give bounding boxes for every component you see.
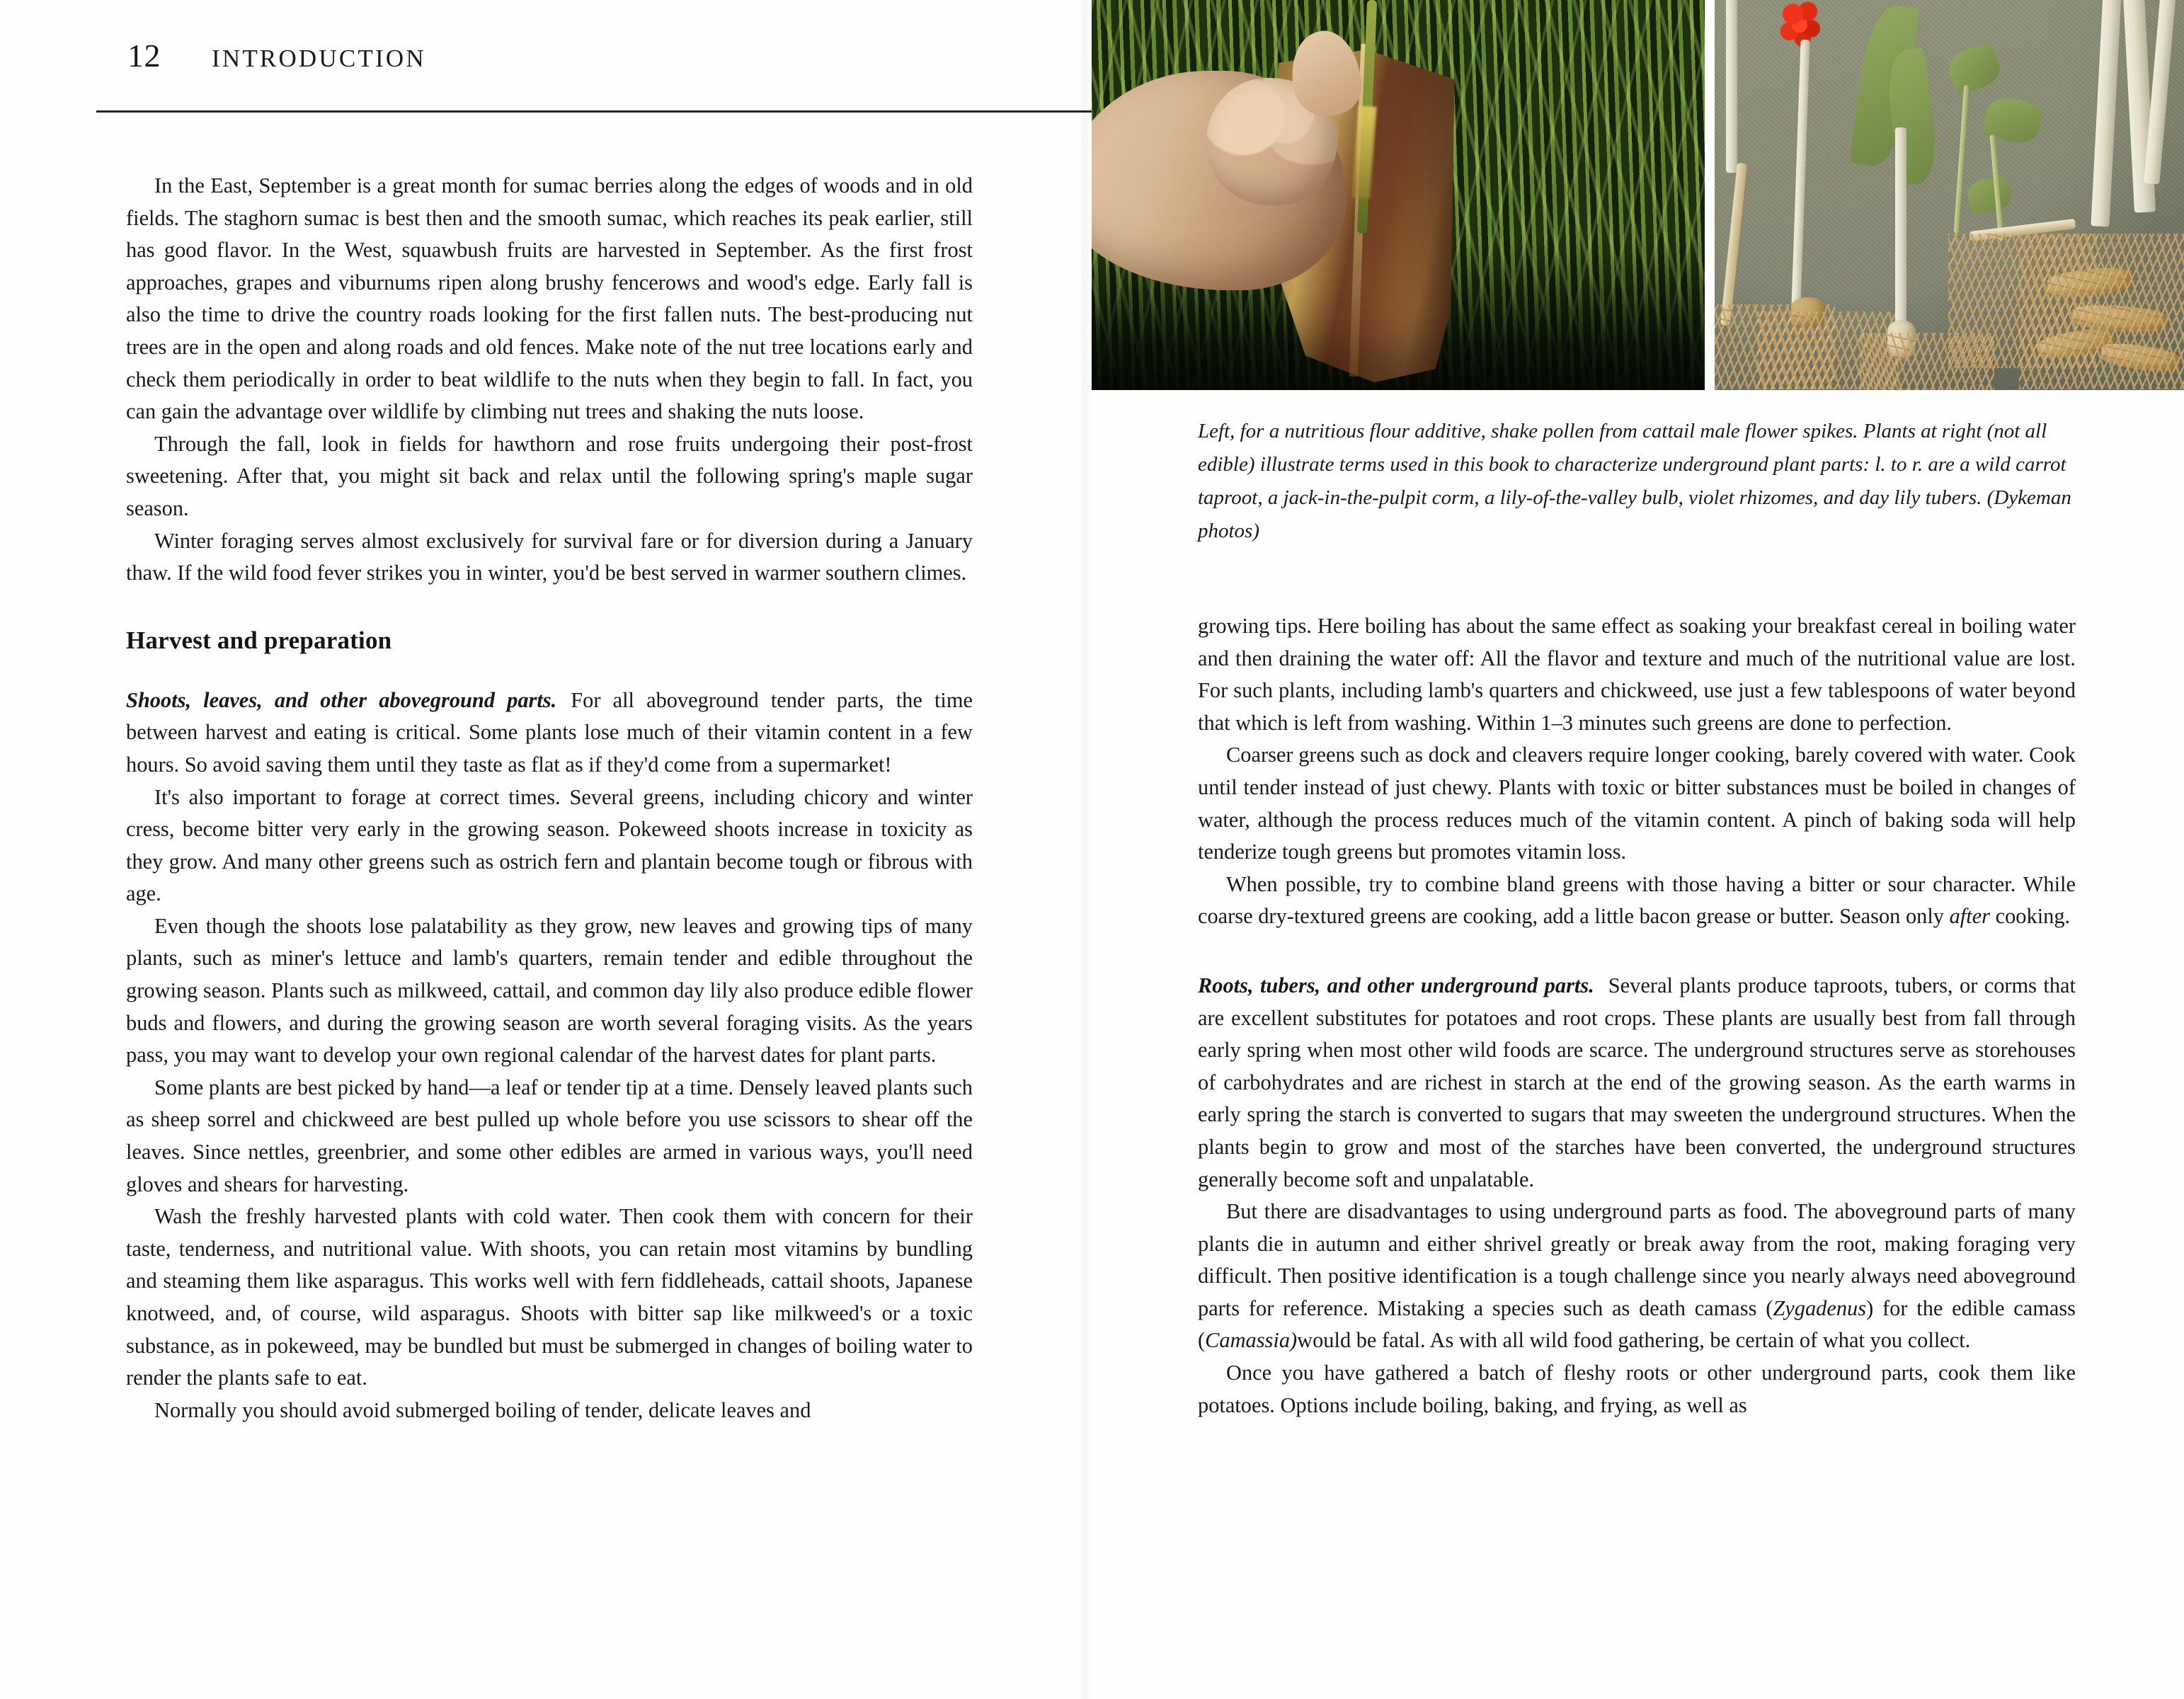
paragraph-text-after-italic: cooking.	[1990, 904, 2071, 929]
paragraph-text-before-italic: When possible, try to combine bland greens with those having a bitter or sour character. While coarse dry-textured greens are cooking, add a little bacon grease or butter. Season only	[1198, 871, 2076, 929]
cattail-pollen-photo	[1092, 0, 1705, 390]
day-lily-rootlets	[2019, 234, 2184, 389]
paragraph: Coarser greens such as dock and cleavers require longer cooking, barely covered with water. Cook until tender instead of just chewy. Plants with toxic or bitter substances must be boiled in changes of water, although the process reduces much of the vitamin content. A pinch of baking soda will help tenderize tough greens but promotes vitamin loss.	[1198, 743, 2076, 864]
run-in-heading: Shoots, leaves, and other aboveground parts.	[126, 687, 557, 712]
paragraph-text-part1: But there are disadvantages to using underground parts as food. The aboveground parts of many plants die in autumn and either shrivel greatly or break away from the root, making foraging very difficult. Then positive identification is a tough challenge since you nearly always need aboveground parts for reference. Mistaking a species such as death camass (	[1198, 1199, 2076, 1320]
paragraph-text-part2: ) for the edible camass (	[1198, 1295, 2076, 1353]
photo-band	[1092, 0, 2184, 390]
species-name-camassia: Camassia)	[1205, 1328, 1298, 1353]
taproot-stem	[1726, 0, 1737, 173]
paragraph: Normally you should avoid submerged boiling of tender, delicate leaves and	[154, 1397, 811, 1422]
species-name-zygadenus: Zygadenus	[1773, 1295, 1867, 1320]
paragraph: Even though the shoots lose palatability as they grow, new leaves and growing tips of many plants, such as miner's lettuce and lamb's quarters, remain tender and edible throughout the growing season. Plants such as milkweed, cattail, and common day lily also produce edible flower buds and flowers, and during the growing season are worth several foraging visits. As the years pass, you may want to develop your own regional calendar of the harvest dates for plant parts.	[126, 913, 973, 1068]
paragraph: In the East, September is a great month for sumac berries along the edges of woods and in old fields. The staghorn sumac is best then and the smooth sumac, which reaches its peak earlier, still has good flavor. In the West, squawbush fruits are harvested in September. As the first frost approaches, grapes and viburnums ripen along brushy fencerows and wood's edge. Early fall is also the time to drive the country roads looking for the first fallen nuts. The best-producing nut trees are in the open and along roads and old fences. Make note of the nut tree locations early and check them periodically in order to beat wildlife to the nuts when they begin to fall. In fact, you can gain the advantage over wildlife by climbing nut trees and shaking the nuts loose.	[126, 173, 973, 424]
paragraph-text-part3: would be fatal. As with all wild food gathering, be certain of what you collect.	[1297, 1328, 1971, 1353]
subsection-opening-paragraph	[126, 685, 973, 782]
italic-emphasis: after	[1949, 904, 1991, 929]
camass-paragraph	[1198, 1196, 2076, 1357]
running-head	[127, 37, 426, 74]
underground-plant-parts-photo	[1715, 0, 2184, 390]
paragraph: Wash the freshly harvested plants with cold water. Then cook them with concern for their taste, tenderness, and nutritional value. With shoots, you can retain most vitamins by bundling and steaming them like asparagus. This works well with fern fiddleheads, cattail shoots, Japanese knotweed, and, of course, wild asparagus. Shoots with bitter sap like milkweed's or a toxic substance, as in pokeweed, may be bundled but must be submerged in changes of boiling water to render the plants safe to eat.	[126, 1204, 973, 1390]
header-rule	[96, 110, 1092, 113]
paragraph-text: For all aboveground tender parts, the time between harvest and eating is critical. Some plants lose much of their vitamin content in a few hours. So avoid saving them until they taste as flat as if they'd come from a supermarket!	[126, 687, 973, 777]
page-number: 12	[127, 38, 161, 74]
paragraph: Once you have gathered a batch of fleshy roots or other underground parts, cook them like potatoes. Options include boiling, baking, and frying, as well as	[1198, 1361, 2076, 1417]
continuation-paragraph: growing tips. Here boiling has about the same effect as soaking your breakfast cereal in boiling water and then draining the water off: All the flavor and texture and much of the nutritional value are lost. For such plants, including lamb's quarters and chickweed, use just a few tablespoons of water beyond that which is left from washing. Within 1–3 minutes such greens are done to perfection.	[1198, 614, 2076, 735]
section-heading: Harvest and preparation	[126, 626, 392, 654]
paragraph: Some plants are best picked by hand—a leaf or tender tip at a time. Densely leaved plants such as sheep sorrel and chickweed are best pulled up whole before you use scissors to shear off the leaves. Since nettles, greenbrier, and some other edibles are armed in various ways, you'll need gloves and shears for harvesting.	[126, 1075, 973, 1196]
paragraph: Winter foraging serves almost exclusively for survival fare or for diversion during a January thaw. If the wild food fever strikes you in winter, you'd be best served in warmer southern climes.	[126, 528, 973, 585]
bulb-stem	[1895, 127, 1906, 340]
season-paragraph	[1198, 869, 2076, 933]
left-text-column	[126, 170, 973, 1426]
running-head-title: INTRODUCTION	[212, 45, 426, 72]
paragraph: It's also important to forage at correct times. Several greens, including chicory and winter cress, become bitter very early in the growing season. Pokeweed shoots increase in toxicity as they grow. And many other greens such as ostrich fern and plantain become tough or fibrous with age.	[126, 784, 973, 906]
paragraph-text: Several plants produce taproots, tubers, or corms that are excellent substitutes for potatoes and root crops. These plants are usually best from fall through early spring when most other wild foods are scarce. The underground structures serve as storehouses of carbohydrates and are richest in starch at the end of the growing season. As the earth warms in early spring the starch is converted to sugars that may sweeten the underground structures. When the plants begin to grow and most of the starches have been converted, the underground structures generally become soft and unpalatable.	[1198, 973, 2076, 1191]
photo-caption: Left, for a nutritious flour additive, shake pollen from cattail male flower spikes. Plants at right (not all edible) illustrate terms used in this book to characterize underground plant parts: l. to r. are a wild carrot taproot, a jack-in-the-pulpit corm, a lily-of-the-valley bulb, violet rhizomes, and day lily tubers. (Dykeman photos)	[1198, 420, 2071, 542]
subsection-opening-paragraph	[1198, 970, 2076, 1196]
paragraph: Through the fall, look in fields for hawthorn and rose fruits undergoing their post-frost sweetening. After that, you might sit back and relax until the following spring's maple sugar season.	[126, 431, 973, 520]
right-text-column	[1198, 610, 2076, 1421]
run-in-heading: Roots, tubers, and other underground parts.	[1198, 973, 1594, 997]
